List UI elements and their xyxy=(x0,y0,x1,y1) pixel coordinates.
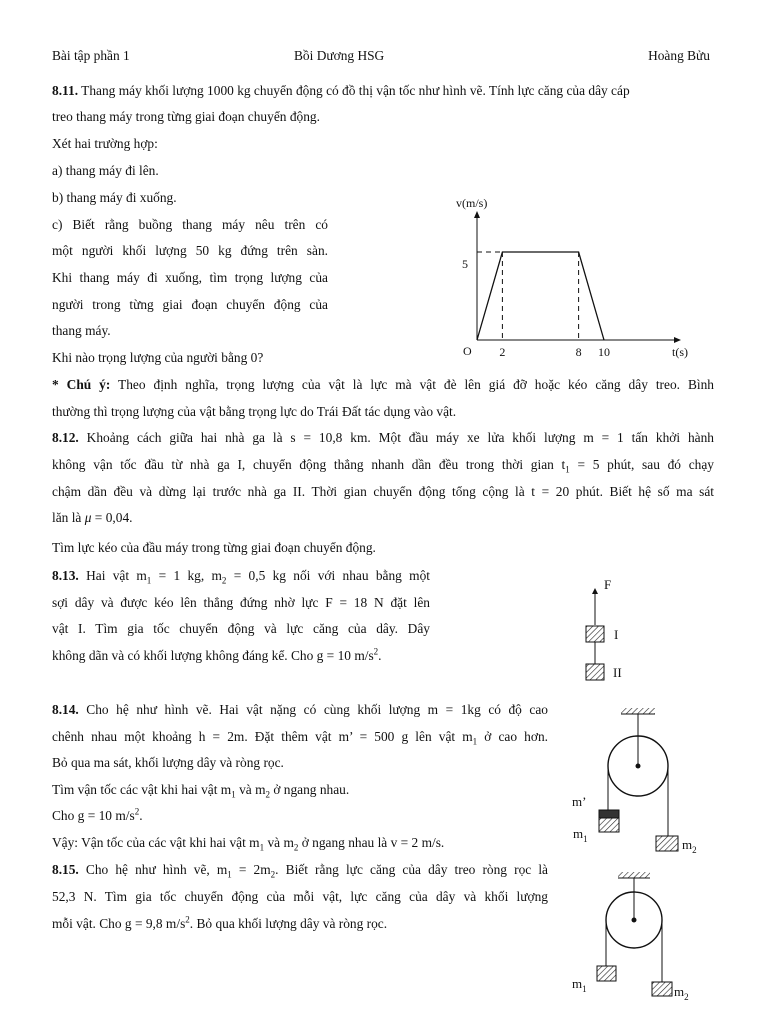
p813-line-3: vật I. Tìm gia tốc chuyển động và lực căng của dây. Dây xyxy=(52,621,430,636)
text: m xyxy=(674,984,685,999)
header-left: Bài tập phần 1 xyxy=(52,48,130,63)
text: . xyxy=(139,808,143,823)
text: chênh nhau một khoảng h = 2m. Đặt thêm vật m’ = 500 g lên vật m xyxy=(52,729,473,744)
text: m xyxy=(682,837,693,852)
x-tick-label: 8 xyxy=(575,345,582,359)
subscript: 2 xyxy=(293,842,299,853)
p811-line-7: một người khối lượng 50 kg đứng trên sàn. xyxy=(52,243,328,258)
subscript: 1 xyxy=(582,984,587,994)
text: Cho hệ như hình vẽ, m xyxy=(78,862,228,877)
p813-line-2: sợi dây và được kéo lên thẳng đứng nhờ lực F = 18 N đặt lên xyxy=(52,595,430,610)
origin-label: O xyxy=(463,344,472,358)
x-tick-label: 2 xyxy=(499,345,506,359)
superscript: 2 xyxy=(373,646,379,657)
p811-line-1 xyxy=(52,82,630,100)
text: Khoảng cách giữa hai nhà ga là s = 10,8 km. Một đầu máy xe lửa khối lượng m = 1 tấn khởi hành xyxy=(78,430,714,445)
x-axis-label: t(s) xyxy=(672,345,688,359)
problem-number: 8.15. xyxy=(52,862,79,877)
text: = 5 phút, sau đó chạy xyxy=(569,457,714,472)
m1-label xyxy=(572,976,587,994)
p813-line-4 xyxy=(52,647,382,665)
text: = 1 kg, m xyxy=(151,568,222,583)
superscript: 2 xyxy=(185,914,190,925)
p814-line-3: Bỏ qua ma sát, khối lượng dây và ròng rọc. xyxy=(52,755,284,770)
velocity-line xyxy=(477,252,604,340)
text: Tìm vận tốc các vật khi hai vật m xyxy=(52,782,232,797)
p814-line-4 xyxy=(52,781,349,799)
problem-number: 8.13. xyxy=(52,568,79,583)
header-center: Bồi Dương HSG xyxy=(294,48,385,63)
mass-m2-block xyxy=(656,836,678,851)
y-axis-label: v(m/s) xyxy=(456,196,488,210)
subscript: 1 xyxy=(227,869,232,880)
pulley-axle xyxy=(636,764,641,769)
p812-line-3: chậm dần đều và dừng lại trước nhà ga II. Thời gian chuyển động tổng cộng là t = 20 phút. Biết hệ số ma sát xyxy=(52,484,714,499)
text: không dãn và có khối lượng không đáng kể. Cho g = 10 m/s xyxy=(52,648,374,663)
m2-label xyxy=(682,837,697,855)
subscript: 2 xyxy=(692,845,697,855)
text: Hai vật m xyxy=(78,568,147,583)
text: Theo định nghĩa, trọng lượng của vật là lực mà vật đè lên giá đỡ hoặc kéo căng dây treo. Bình xyxy=(110,377,714,392)
y-tick-label: 5 xyxy=(462,257,468,271)
force-label: F xyxy=(604,577,612,592)
p812-line-4 xyxy=(52,509,132,527)
subscript: 2 xyxy=(221,575,227,586)
extra-mass-label: m’ xyxy=(572,794,587,809)
subscript: 2 xyxy=(684,992,689,1002)
mass-m2-block xyxy=(652,982,672,996)
p812-line-5: Tìm lực kéo của đầu máy trong từng giai đoạn chuyển động. xyxy=(52,540,376,555)
pulley-axle xyxy=(632,918,637,923)
p812-line-2 xyxy=(52,456,714,474)
mu-symbol: μ xyxy=(84,510,92,525)
p811-line-8: Khi thang máy đi xuống, tìm trọng lượng của xyxy=(52,270,328,285)
pulley-figure-1 xyxy=(566,700,716,860)
text: Vậy: Vận tốc của các vật khi hai vật m xyxy=(52,835,260,850)
text: = 2m xyxy=(231,862,271,877)
p812-line-1 xyxy=(52,429,714,447)
x-tick-label: 10 xyxy=(598,345,610,359)
p811-line-9: người trong từng giai đoạn chuyển động của xyxy=(52,297,328,312)
p815-line-3 xyxy=(52,915,387,933)
subscript: 1 xyxy=(231,789,236,800)
subscript: 2 xyxy=(270,869,276,880)
page-header xyxy=(52,48,710,68)
extra-mass-block xyxy=(599,810,619,818)
pulley-figure-2 xyxy=(566,866,716,1006)
superscript: 2 xyxy=(134,806,140,817)
p813-line-1 xyxy=(52,567,430,585)
ceiling xyxy=(621,708,655,714)
text: ở cao hơn. xyxy=(477,729,548,744)
block-ii xyxy=(586,664,604,680)
text: = 0,5 kg nối với nhau bằng một xyxy=(226,568,430,583)
subscript: 1 xyxy=(472,736,478,747)
text: ở ngang nhau. xyxy=(269,782,350,797)
text: m xyxy=(573,826,584,841)
text: m xyxy=(572,976,583,991)
text: . xyxy=(378,648,382,663)
two-blocks-figure xyxy=(570,575,650,690)
text: lăn là xyxy=(52,510,85,525)
text: . Biết rằng lực căng của dây treo ròng rọc là xyxy=(275,862,548,877)
problem-number: 8.12. xyxy=(52,430,79,445)
m2-label xyxy=(674,984,689,1002)
subscript: 2 xyxy=(265,789,270,800)
p814-line-1 xyxy=(52,701,548,719)
p811-line-2: treo thang máy trong từng giai đoạn chuyển động. xyxy=(52,109,320,124)
note-line-1 xyxy=(52,376,714,394)
p811-line-4: a) thang máy đi lên. xyxy=(52,163,159,178)
block-i-label: I xyxy=(614,627,619,642)
problem-number: 8.11. xyxy=(52,83,79,98)
velocity-time-graph xyxy=(448,190,708,370)
m1-label xyxy=(573,826,588,844)
text: Cho hệ như hình vẽ. Hai vật nặng có cùng khối lượng m = 1kg có độ cao xyxy=(78,702,548,717)
p811-line-11: Khi nào trọng lượng của người bằng 0? xyxy=(52,350,264,365)
header-right: Hoàng Bửu xyxy=(648,48,710,63)
block-ii-label: II xyxy=(613,665,622,680)
p815-line-1 xyxy=(52,861,548,879)
p811-line-10: thang máy. xyxy=(52,323,111,338)
text: và m xyxy=(235,782,266,797)
mass-m1-block xyxy=(597,966,616,981)
block-i xyxy=(586,626,604,642)
p814-line-6 xyxy=(52,834,444,852)
text: không vận tốc đầu từ nhà ga I, chuyển động thẳng nhanh dần đều trong thời gian t xyxy=(52,457,566,472)
p814-line-2 xyxy=(52,728,548,746)
text: ở ngang nhau là v = 2 m/s. xyxy=(298,835,445,850)
mass-m1-block xyxy=(599,818,619,832)
note-line-2: thường thì trọng lượng của vật bằng trọng lực do Trái Đất tác dụng vào vật. xyxy=(52,404,457,419)
text: và m xyxy=(264,835,294,850)
p815-line-2: 52,3 N. Tìm gia tốc chuyển động của mỗi vật, lực căng của dây và khối lượng xyxy=(52,889,548,904)
p814-line-5 xyxy=(52,807,143,825)
text: Cho g = 10 m/s xyxy=(52,808,135,823)
text: = 0,04. xyxy=(91,510,133,525)
text: mỗi vật. Cho g = 9,8 m/s xyxy=(52,916,186,931)
p811-line-6: c) Biết rằng buồng thang máy nêu trên có xyxy=(52,217,328,232)
p811-line-5: b) thang máy đi xuống. xyxy=(52,190,177,205)
subscript: 1 xyxy=(565,464,570,475)
text: Thang máy khối lượng 1000 kg chuyển động có đồ thị vận tốc như hình vẽ. Tính lực căng của dây cáp xyxy=(78,83,630,98)
p811-line-3: Xét hai trường hợp: xyxy=(52,136,158,151)
text: . Bỏ qua khối lượng dây và ròng rọc. xyxy=(189,916,388,931)
note-label: * Chú ý: xyxy=(52,377,111,392)
ceiling xyxy=(618,872,650,878)
subscript: 1 xyxy=(259,842,265,853)
subscript: 1 xyxy=(146,575,152,586)
problem-number: 8.14. xyxy=(52,702,79,717)
subscript: 1 xyxy=(583,834,588,844)
